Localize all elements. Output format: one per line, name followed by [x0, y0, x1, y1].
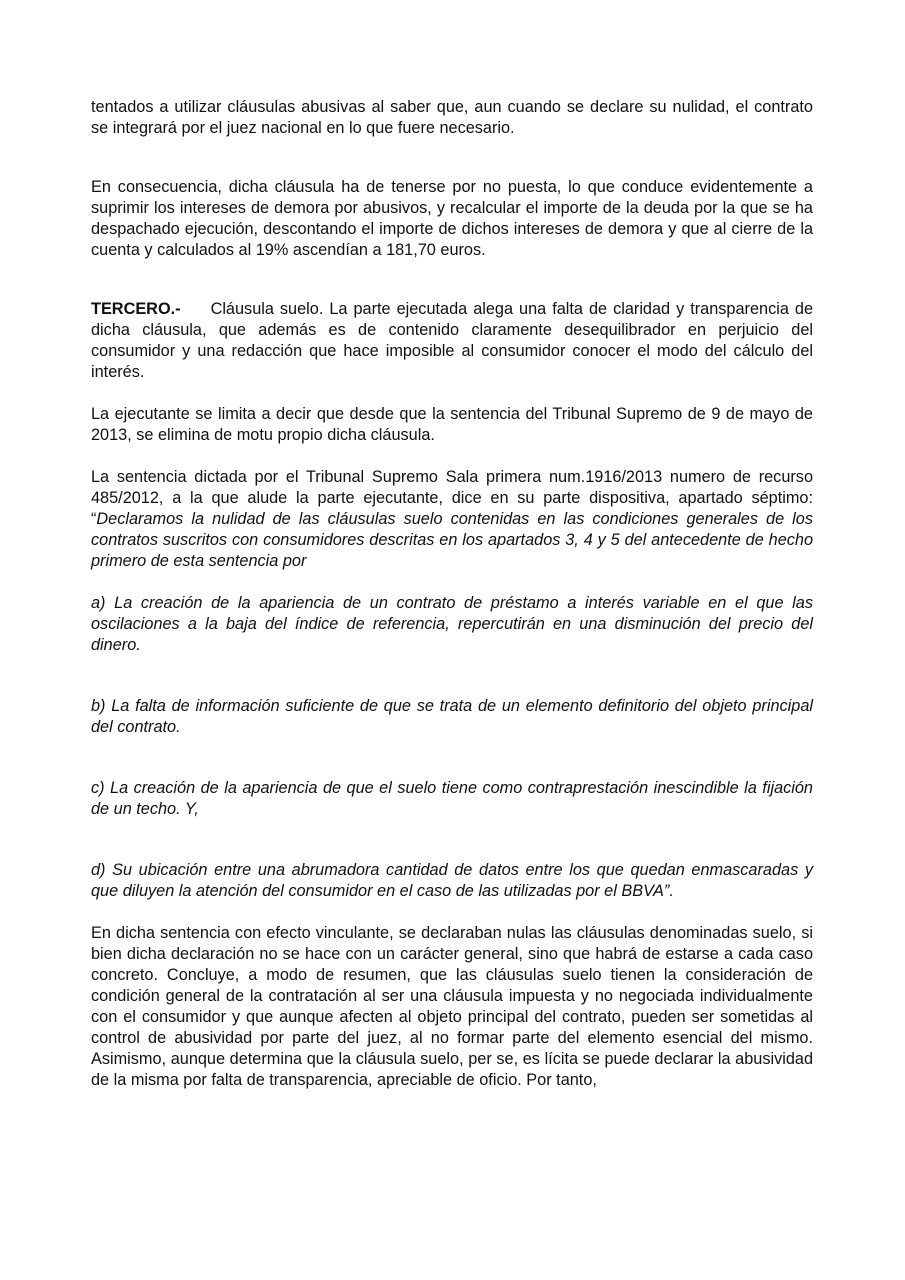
paragraph-2: En consecuencia, dicha cláusula ha de tenerse por no puesta, lo que conduce evidentemente a suprimir los intereses de demora por abusivos, y recalcular el importe de la deuda por la que se ha despachado ejecución, descontando el importe de dichos intereses de demora y que al cierre de la cuenta y calculados al 19% ascendían a 181,70 euros.: [91, 178, 813, 259]
quote-item-c: c) La creación de la apariencia de que el suelo tiene como contraprestación inescindible la fijación de un techo. Y,: [91, 779, 813, 818]
document-page: [91, 97, 813, 1091]
paragraph-5-plain: La sentencia dictada por el Tribunal Supremo Sala primera num.1916/2013 numero de recurso 485/2012, a la que alude la parte ejecutante, dice en su parte dispositiva, apartado séptimo: “: [91, 468, 813, 528]
paragraph-5-quote: Declaramos la nulidad de las cláusulas suelo contenidas en las condiciones generales de los contratos suscritos con consumidores descritas en los apartados 3, 4 y 5 del antecedente de hecho primero de esta sentencia por: [91, 510, 813, 570]
quote-item-a: a) La creación de la apariencia de un contrato de préstamo a interés variable en el que las oscilaciones a la baja del índice de referencia, repercutirán en una disminución del precio del dinero.: [91, 594, 813, 654]
section-heading-tercero: TERCERO.-: [91, 300, 181, 318]
paragraph-6: En dicha sentencia con efecto vinculante, se declaraban nulas las cláusulas denominadas suelo, si bien dicha declaración no se hace con un carácter general, sino que habrá de estarse a cada caso concreto. Concluye, a modo de resumen, que las cláusulas suelo tienen la consideración de condición general de la contratación al ser una cláusula impuesta y no negociada individualmente con el consumidor y que aunque afecten al objeto principal del contrato, pueden ser sometidas al control de abusividad por parte del juez, al no formar parte del elemento esencial del mismo. Asimismo, aunque determina que la cláusula suelo, per se, es lícita se puede declarar la abusividad de la misma por falta de transparencia, apreciable de oficio. Por tanto,: [91, 924, 813, 1089]
paragraph-4: La ejecutante se limita a decir que desde que la sentencia del Tribunal Supremo de 9 de mayo de 2013, se elimina de motu propio dicha cláusula.: [91, 405, 813, 444]
paragraph-5: [91, 467, 813, 572]
paragraph-1: tentados a utilizar cláusulas abusivas al saber que, aun cuando se declare su nulidad, el contrato se integrará por el juez nacional en lo que fuere necesario.: [91, 98, 813, 137]
tercero-body: Cláusula suelo. La parte ejecutada alega una falta de claridad y transparencia de dicha cláusula, que además es de contenido claramente desequilibrador en perjuicio del consumidor y una redacción que hace imposible al consumidor conocer el modo del cálculo del interés.: [91, 300, 813, 381]
paragraph-tercero: [91, 299, 813, 383]
quote-item-b: b) La falta de información suficiente de que se trata de un elemento definitorio del objeto principal del contrato.: [91, 697, 813, 736]
quote-item-d: d) Su ubicación entre una abrumadora cantidad de datos entre los que quedan enmascaradas y que diluyen la atención del consumidor en el caso de las utilizadas por el BBVA”.: [91, 861, 813, 900]
